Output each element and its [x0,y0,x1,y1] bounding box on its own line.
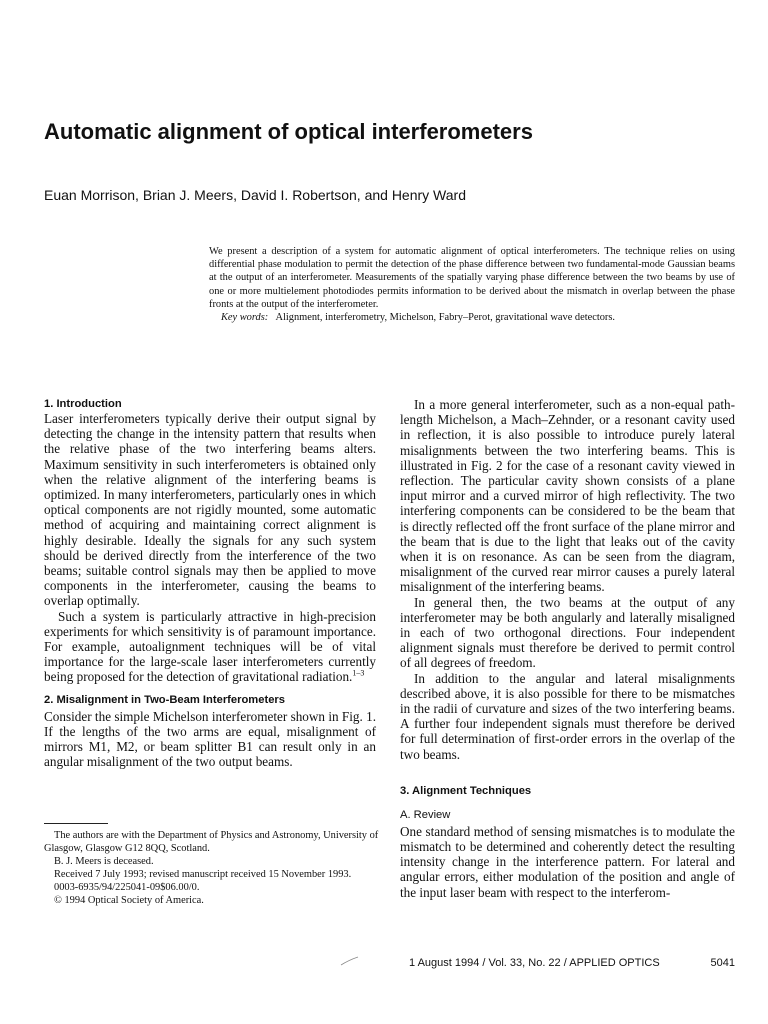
journal-citation: 1 August 1994 / Vol. 33, No. 22 / APPLIED OPTICS [409,957,660,969]
misalignment-paragraph-4: In addition to the angular and lateral misalignments described above, it is also possible for there to be mismatches in the radii of curvature and sizes of the two interfering beams. A further four independent signals must therefore be derived for full determination of first-order errors in the overlap of the two beams. [400,670,735,762]
section-heading-introduction: 1. Introduction [44,398,122,410]
page-number: 5041 [710,957,735,969]
footnote-code: 0003-6935/94/225041-09$06.00/0. [54,882,200,894]
footnotes [44,829,379,908]
techniques-paragraph-1: One standard method of sensing mismatches is to modulate the mismatch to be determined and coherently detect the resulting intensity change in the interference pattern. For lateral and angular errors, either modulation of the position and angle of the input laser beam with respect to the interferom- [400,823,735,900]
page-footer [409,956,735,970]
keywords-text: Alignment, interferometry, Michelson, Fabry–Perot, gravitational wave detectors. [275,312,616,324]
right-column [400,397,735,900]
section-heading-misalignment: 2. Misalignment in Two-Beam Interferometers [44,693,285,706]
author-list: Euan Morrison, Brian J. Meers, David I. Robertson, and Henry Ward [44,187,466,203]
misalignment-paragraph-2: In a more general interferometer, such as a non-equal path-length Michelson, a Mach–Zehnder, or a resonant cavity used in reflection, it is also possible to introduce purely lateral misalignments between the two interfering beams. This is illustrated in Fig. 2 for the case of a resonant cavity viewed in reflection. The particular cavity shown consists of a plane input mirror and a curved mirror of high reflectivity. The two interfering components can be considered to be the beam that is directly reflected off the front surface of the plane mirror and the beam that is due to the light that leaks out of the cavity when it is on resonance. As can be seen from the diagram, misalignment of the curved rear mirror causes a purely lateral misalignment of the interfering beams. [400,397,735,595]
footnote-received: Received 7 July 1993; revised manuscript received 15 November 1993. [54,869,352,881]
keywords [209,311,735,324]
intro-paragraph-2-text: Such a system is particularly attractive in high-precision experiments for which sensitivity is of paramount importance. For example, autoalignment techniques will be of vital importance for the large-scale laser interferometers currently being proposed for the detection of gravitational radiation. [44,608,376,685]
intro-paragraph-2 [44,609,376,685]
misalignment-paragraph-1: Consider the simple Michelson interferometer shown in Fig. 1. If the lengths of the two arms are equal, misalignment of mirrors M1, M2, or beam splitter B1 can result only in an angular misalignment of the two output beams. [44,708,376,770]
paper-title: Automatic alignment of optical interferometers [44,119,533,144]
intro-paragraph-1: Laser interferometers typically derive their output signal by detecting the change in the intensity pattern that results when the relative phase of the two interfering beams alters. Maximum sensitivity in such interferometers is obtained only when the relative alignment of the interfering beams is optimized. In many interferometers, particularly ones in which optical components are not rigidly mounted, some automatic method of acquiring and maintaining correct alignment is highly desirable. Ideally the signals for any such system should be derived directly from the interference of the two beams; suitable control signals may then be applied to move components in the interferometer, causing the beams to overlap optimally. [44,411,376,609]
footnote-rule [44,823,108,824]
left-column [44,397,376,769]
abstract-text: We present a description of a system for automatic alignment of optical interferometers. The technique relies on using differential phase modulation to permit the detection of the phase difference between two fundamental-mode Gaussian beams at the output of an interferometer. Measurements of the spatially varying phase difference between the two beams by use of one or more multielement photodiodes permits information to be derived about the mismatch in overlap between the phase fronts at the output of the interferometer. [209,246,735,310]
subsection-heading-review: A. Review [400,808,451,821]
footnote-affiliation: The authors are with the Department of Physics and Astronomy, University of Glasgow, Glasgow G12 8QQ, Scotland. [44,830,379,855]
misalignment-paragraph-3: In general then, the two beams at the output of any interferometer may be both angularly and laterally misaligned in each of two orthogonal directions. Four independent alignment signals must therefore be derived to permit control of all degrees of freedom. [400,594,735,671]
footnote-deceased: B. J. Meers is deceased. [54,856,154,868]
keywords-label: Key words: [221,312,269,324]
abstract [209,245,735,324]
citation-ref: 1–3 [352,669,365,679]
footnote-copyright: © 1994 Optical Society of America. [54,895,204,907]
stray-pen-mark [340,956,360,966]
section-heading-techniques: 3. Alignment Techniques [400,784,532,797]
